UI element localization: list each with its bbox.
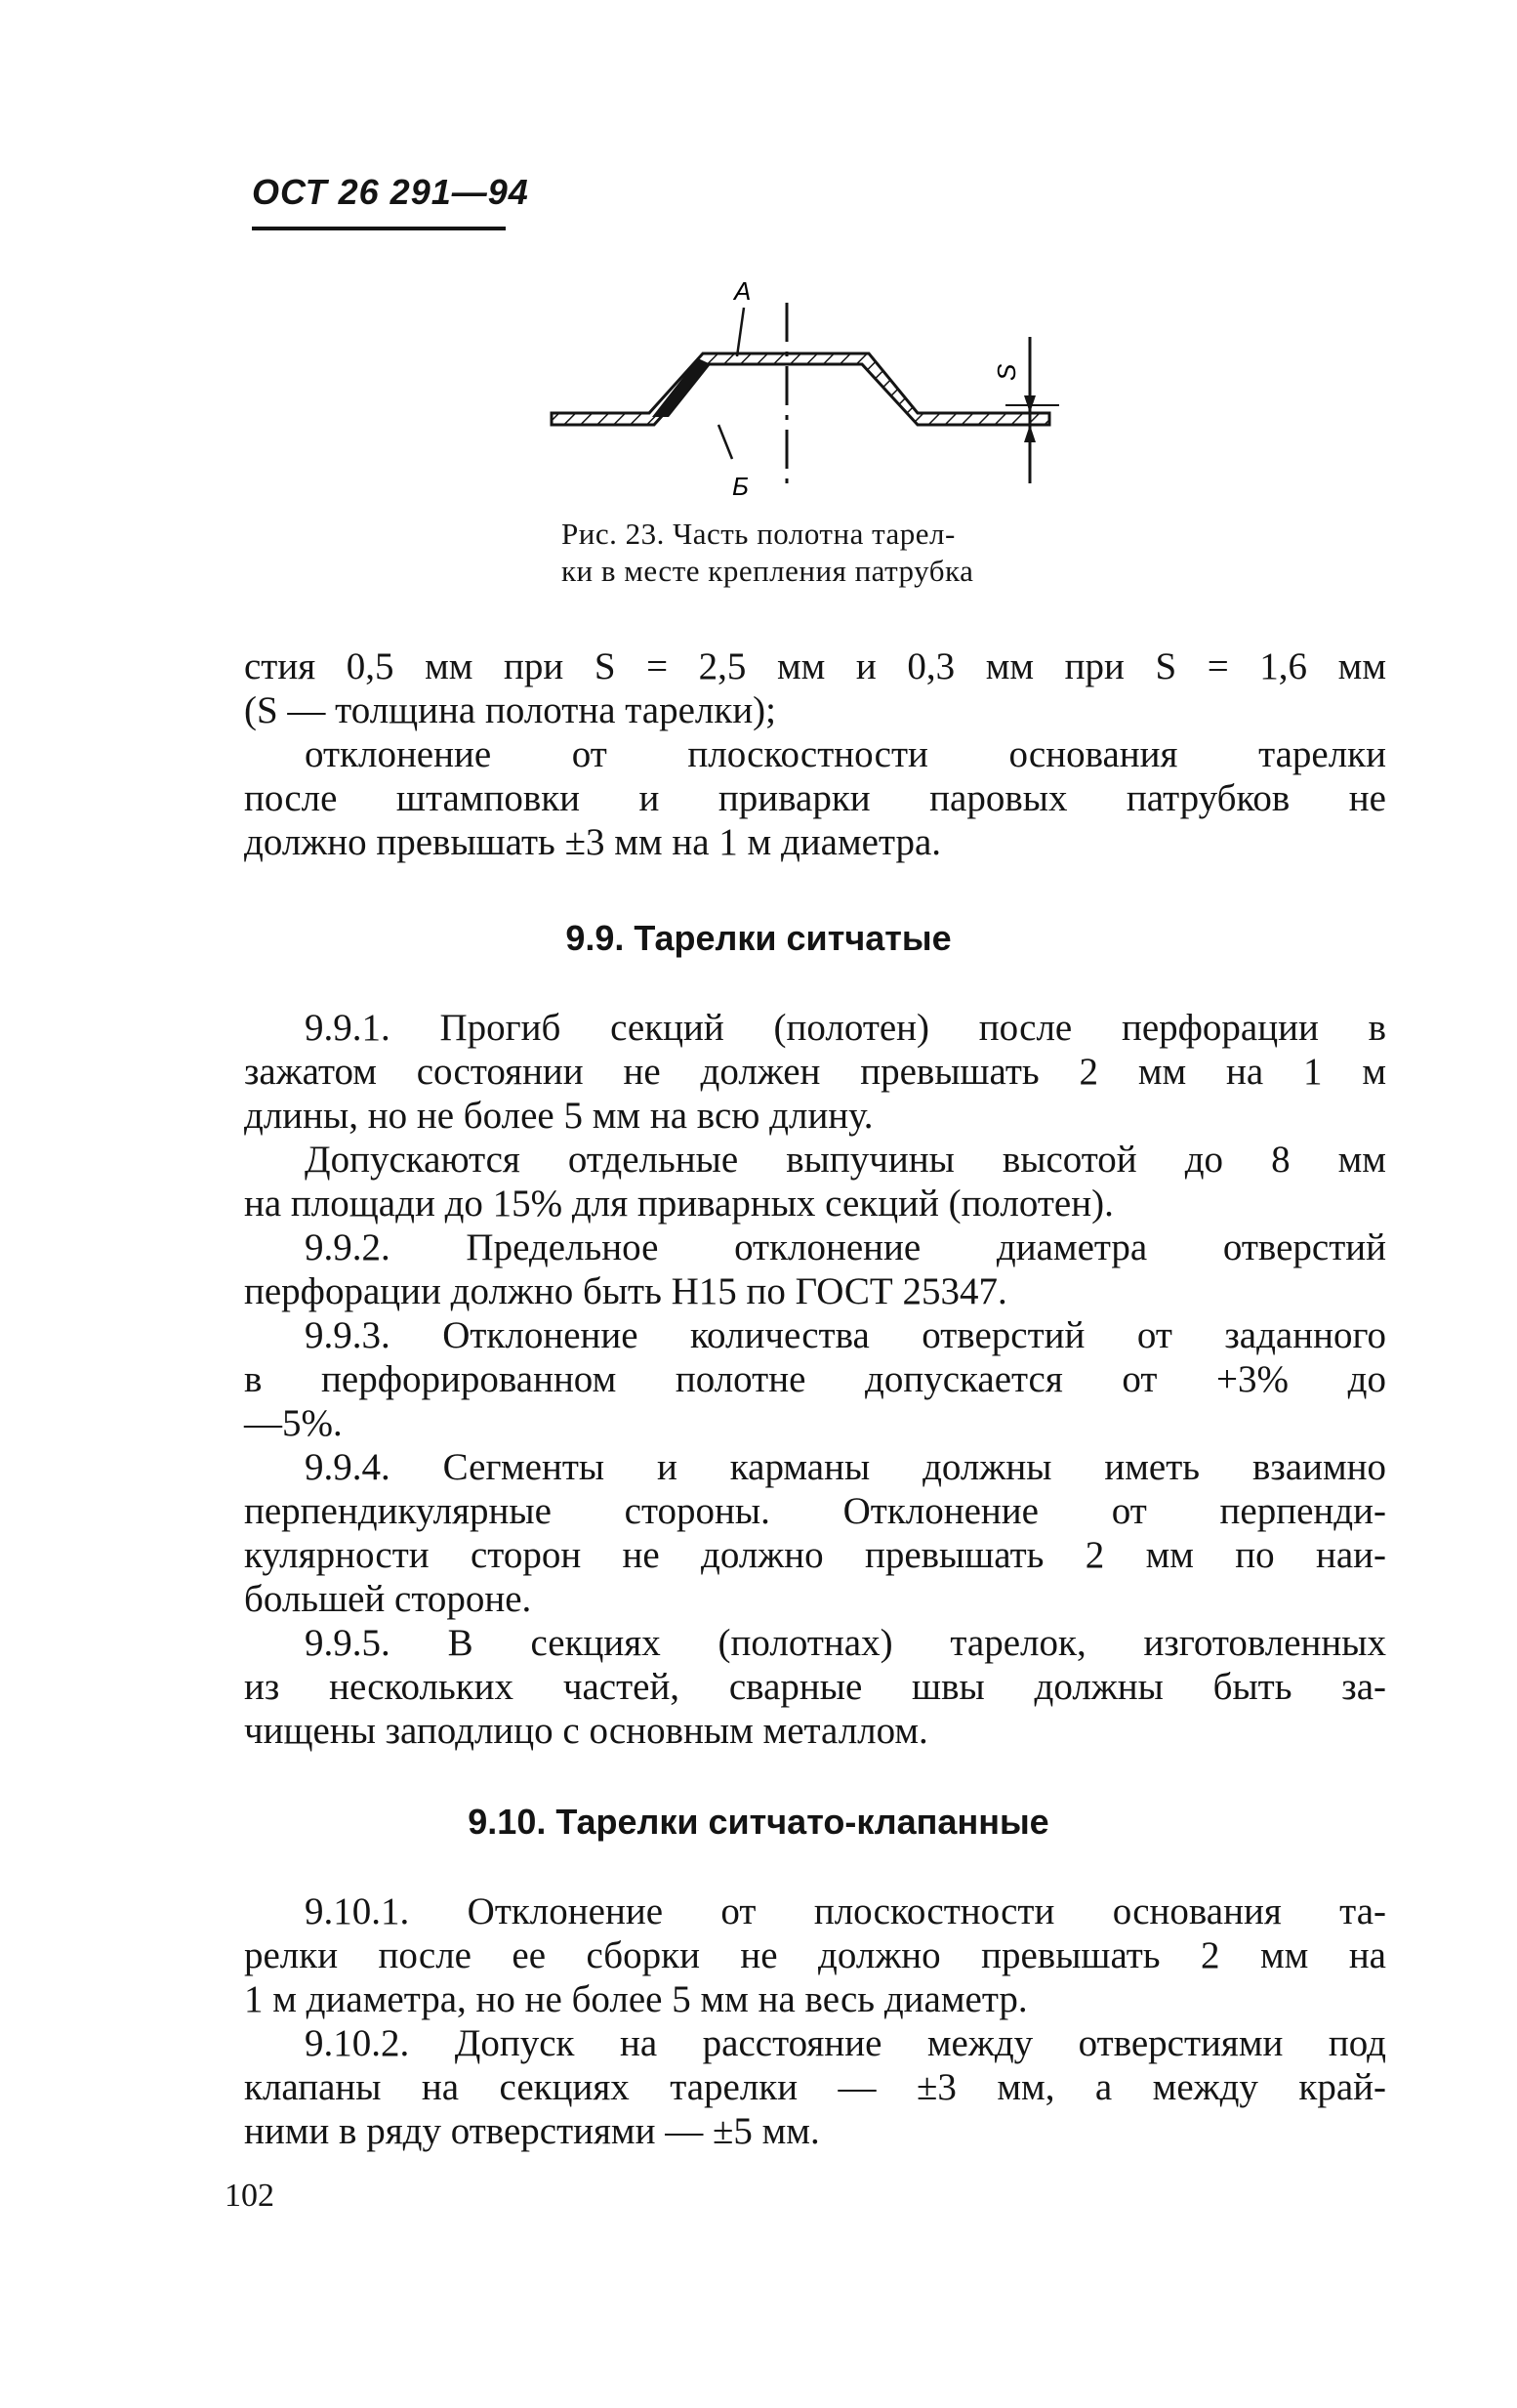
section-heading-9-9: 9.9. Тарелки ситчатые — [565, 918, 952, 958]
figure-caption — [561, 516, 1108, 590]
section-9-9-body — [244, 1006, 1386, 1753]
plate-nozzle-figure — [527, 278, 1074, 503]
leader-b — [718, 425, 732, 459]
header-rule — [252, 227, 506, 230]
caption-line: ки в месте крепления патрубка — [561, 554, 974, 588]
thickness-arrow-up — [1024, 425, 1036, 442]
text-line: из нескольких частей, сварные швы должны быть за- — [244, 1666, 1386, 1708]
text-line: длины, но не более 5 мм на всю длину. — [244, 1095, 874, 1137]
paragraph-block-1 — [244, 644, 1386, 864]
text-line: отклонение от плоскостности основания тарелки — [305, 733, 1386, 775]
text-line: релки после ее сборки не должно превышать 2 мм на — [244, 1934, 1386, 1976]
text-line: Допускаются отдельные выпучины высотой до 8 мм — [305, 1139, 1386, 1181]
caption-line: Рис. 23. Часть полотна тарел- — [561, 517, 956, 551]
text-line: большей стороне. — [244, 1578, 532, 1620]
text-line: 9.9.3. Отклонение количества отверстий от заданного — [305, 1314, 1386, 1356]
text-line: перпендикулярные стороны. Отклонение от перпенди- — [244, 1490, 1386, 1532]
text-line: (S — толщина полотна тарелки); — [244, 689, 777, 731]
text-line: —5%. — [244, 1402, 343, 1444]
text-line: перфорации должно быть Н15 по ГОСТ 25347. — [244, 1270, 1007, 1312]
text-line: кулярности сторон не должно превышать 2 мм по наи- — [244, 1534, 1386, 1576]
text-line: ними в ряду отверстиями — ±5 мм. — [244, 2110, 820, 2152]
text-line: 9.9.2. Предельное отклонение диаметра отверстий — [305, 1226, 1386, 1268]
text-line: должно превышать ±3 мм на 1 м диаметра. — [244, 821, 942, 863]
section-9-10-body — [244, 1889, 1386, 2153]
text-line: чищены заподлицо с основным металлом. — [244, 1710, 928, 1752]
text-line: клапаны на секциях тарелки — ±3 мм, а между край- — [244, 2066, 1386, 2108]
plate-section — [552, 353, 1049, 425]
text-line: 9.9.1. Прогиб секций (полотен) после перфорации в — [305, 1007, 1386, 1049]
text-line: зажатом состоянии не должен превышать 2 мм на 1 м — [244, 1051, 1386, 1093]
text-line: стия 0,5 мм при S = 2,5 мм и 0,3 мм при S = 1,6 мм — [244, 645, 1386, 687]
section-heading-9-10: 9.10. Тарелки ситчато-клапанные — [468, 1802, 1049, 1842]
text-line: 9.9.4. Сегменты и карманы должны иметь взаимно — [305, 1446, 1386, 1488]
text-line: после штамповки и приварки паровых патрубков не — [244, 777, 1386, 819]
text-line: 9.10.1. Отклонение от плоскостности основания та- — [305, 1890, 1386, 1932]
page-number: 102 — [225, 2178, 274, 2214]
text-line: на площади до 15% для приварных секций (полотен). — [244, 1183, 1114, 1225]
leader-a — [737, 308, 744, 356]
document-code: ОСТ 26 291—94 — [252, 172, 529, 212]
weld-seam — [652, 358, 711, 417]
label-b: Б — [732, 472, 749, 501]
label-a: А — [734, 278, 752, 306]
text-line: в перфорированном полотне допускается от +3% до — [244, 1358, 1386, 1400]
text-line: 1 м диаметра, но не более 5 мм на весь диаметр. — [244, 1978, 1028, 2020]
label-s: S — [992, 363, 1021, 381]
text-line: 9.9.5. В секциях (полотнах) тарелок, изготовленных — [305, 1622, 1386, 1664]
text-line: 9.10.2. Допуск на расстояние между отверстиями под — [305, 2022, 1386, 2064]
